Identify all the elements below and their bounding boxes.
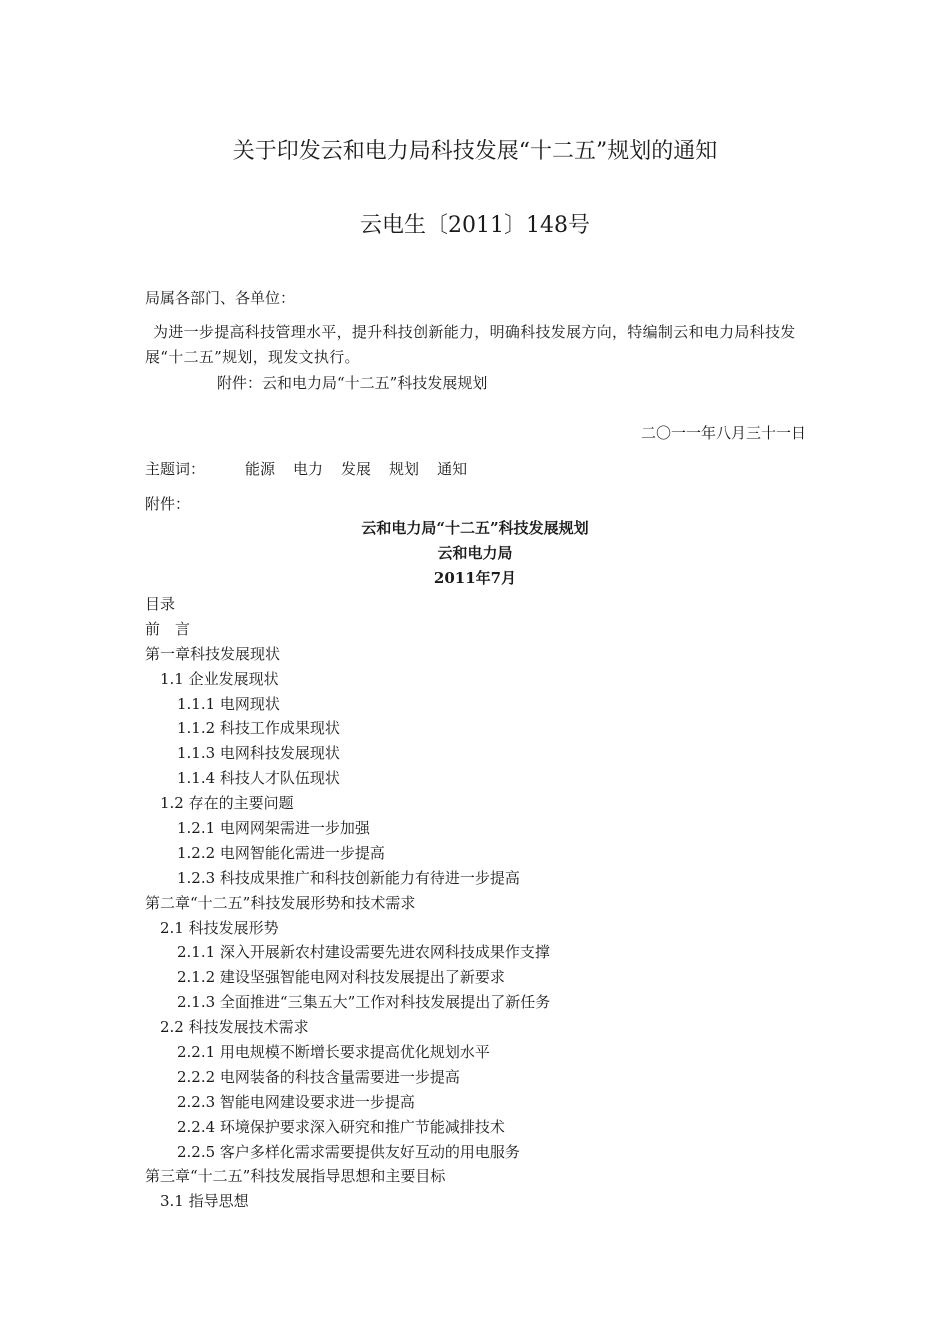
plan-date: 2011年7月: [433, 569, 517, 587]
notice-body: 为进一步提高科技管理水平，提升科技创新能力，明确科技发展方向，特编制云和电力局科技发展“十二五”规划，现发文执行。: [145, 323, 796, 366]
toc-item: 2.1.3 全面推进“三集五大”工作对科技发展提出了新任务: [177, 993, 551, 1012]
toc-item: 1.2.1 电网网架需进一步加强: [177, 819, 370, 838]
toc-item: 1.1.4 科技人才队伍现状: [177, 769, 340, 788]
table-of-contents: [145, 592, 550, 1214]
attachment-line: 附件：云和电力局“十二五”科技发展规划: [217, 374, 488, 392]
keywords-list: [245, 458, 485, 480]
toc-item: 2.2.3 智能电网建设要求进一步提高: [177, 1092, 415, 1111]
keyword: 电力: [293, 460, 324, 478]
notice-title: 关于印发云和电力局科技发展“十二五”规划的通知: [232, 139, 718, 164]
toc-item: 2.2.5 客户多样化需求需要提供友好互动的用电服务: [177, 1142, 520, 1161]
toc-item: 1.1.1 电网现状: [177, 694, 280, 713]
toc-item: 1.2.2 电网智能化需进一步提高: [177, 843, 385, 862]
toc-item: 3.1 指导思想: [160, 1192, 249, 1211]
plan-title: 云和电力局“十二五”科技发展规划: [361, 519, 589, 537]
toc-item: 2.1.1 深入开展新农村建设需要先进农网科技成果作支撑: [177, 943, 550, 962]
toc-item: 1.1.3 电网科技发展现状: [177, 744, 340, 763]
issue-date: 二〇一一年八月三十一日: [640, 424, 806, 442]
toc-item: 2.2.2 电网装备的科技含量需要进一步提高: [177, 1067, 460, 1086]
keyword: 发展: [341, 460, 372, 478]
toc-item: 1.2 存在的主要问题: [160, 794, 294, 813]
keyword: 能源: [245, 460, 276, 478]
attachment-label: 附件：: [145, 495, 191, 513]
keyword: 通知: [437, 460, 468, 478]
salutation: 局属各部门、各单位：: [145, 289, 296, 307]
keyword: 规划: [389, 460, 420, 478]
toc-item: 1.2.3 科技成果推广和科技创新能力有待进一步提高: [177, 868, 520, 887]
toc-item: 2.1.2 建设坚强智能电网对科技发展提出了新要求: [177, 968, 505, 987]
toc-item: 1.1.2 科技工作成果现状: [177, 719, 340, 738]
toc-item: 1.1 企业发展现状: [160, 669, 279, 688]
toc-item: 前 言: [145, 619, 191, 638]
toc-item: 第二章“十二五”科技发展形势和技术需求: [145, 893, 416, 912]
toc-item: 2.1 科技发展形势: [160, 918, 279, 937]
toc-item: 2.2 科技发展技术需求: [160, 1018, 309, 1037]
toc-heading: 目录: [145, 595, 176, 613]
toc-item: 第一章科技发展现状: [145, 644, 281, 663]
plan-organization: 云和电力局: [437, 544, 513, 562]
toc-item: 第三章“十二五”科技发展指导思想和主要目标: [145, 1167, 446, 1186]
toc-item: 2.2.1 用电规模不断增长要求提高优化规划水平: [177, 1043, 490, 1062]
document-number: 云电生〔2011〕148号: [360, 213, 590, 238]
keywords-label: 主题词：: [145, 460, 206, 478]
toc-item: 2.2.4 环境保护要求深入研究和推广节能减排技术: [177, 1117, 505, 1136]
